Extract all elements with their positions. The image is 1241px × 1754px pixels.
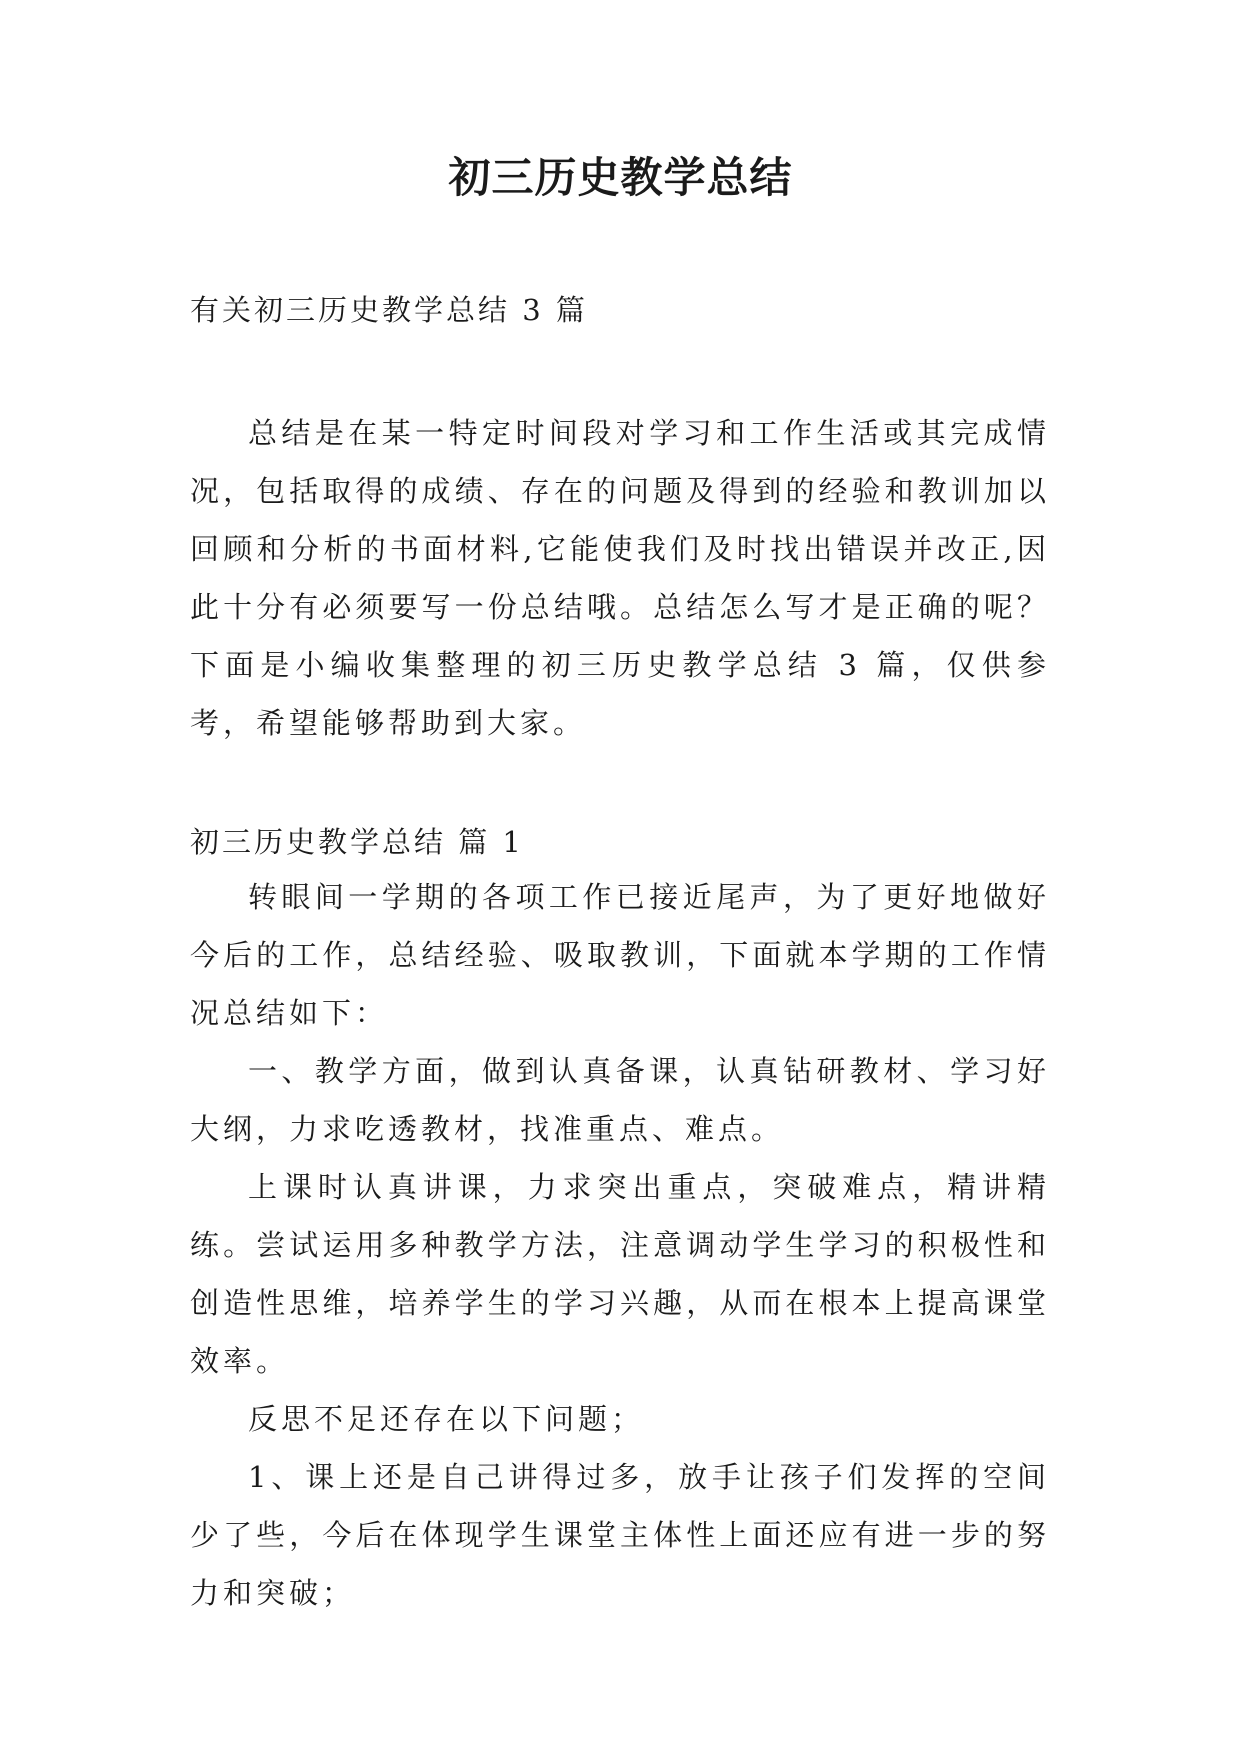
intro-section [190, 404, 1050, 752]
section-body [190, 868, 1050, 1622]
paragraph: 一、教学方面，做到认真备课，认真钻研教材、学习好大纲，力求吃透教材，找准重点、难点。 [190, 1054, 1050, 1146]
paragraph: 反思不足还存在以下问题； [248, 1402, 645, 1436]
document-title: 初三历史教学总结 [448, 153, 793, 202]
paragraph: 上课时认真讲课，力求突出重点，突破难点，精讲精练。尝试运用多种教学方法，注意调动学生学习的积极性和创造性思维，培养学生的学习兴趣，从而在根本上提高课堂效率。 [190, 1170, 1050, 1378]
intro-paragraph: 总结是在某一特定时间段对学习和工作生活或其完成情况，包括取得的成绩、存在的问题及得到的经验和教训加以回顾和分析的书面材料,它能使我们及时找出错误并改正,因此十分有必须要写一份总结哦。总结怎么写才是正确的呢？下面是小编收集整理的初三历史教学总结 3 篇，仅供参考，希望能够帮助到大家。 [190, 416, 1050, 740]
document-subtitle: 有关初三历史教学总结 3 篇 [190, 293, 588, 327]
section-heading: 初三历史教学总结 篇 1 [190, 825, 524, 859]
paragraph: 转眼间一学期的各项工作已接近尾声，为了更好地做好今后的工作，总结经验、吸取教训，下面就本学期的工作情况总结如下： [190, 880, 1050, 1030]
paragraph: 1、课上还是自己讲得过多，放手让孩子们发挥的空间少了些，今后在体现学生课堂主体性上面还应有进一步的努力和突破； [190, 1460, 1050, 1610]
